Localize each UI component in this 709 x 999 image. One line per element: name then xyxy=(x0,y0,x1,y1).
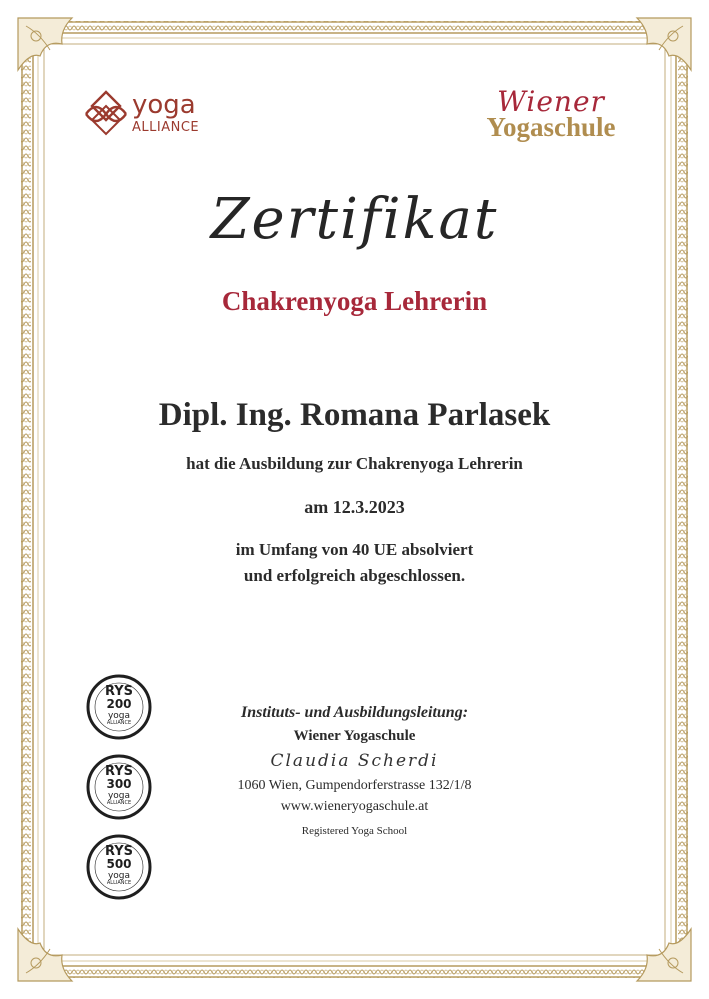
completion-line: hat die Ausbildung zur Chakrenyoga Lehrerin xyxy=(186,454,523,473)
rys-300-badge xyxy=(86,754,152,820)
badge-number: 500 xyxy=(106,857,132,871)
yoga-alliance-sub: ALLIANCE xyxy=(132,120,200,135)
address: 1060 Wien, Gumpendorferstrasse 132/1/8 xyxy=(237,778,472,793)
badge-alliance: ALLIANCE xyxy=(106,800,132,806)
rys-200-badge xyxy=(86,674,152,740)
badge-alliance: ALLIANCE xyxy=(106,880,132,886)
badge-yoga: yoga xyxy=(107,791,131,801)
recipient-name: Dipl. Ing. Romana Parlasek xyxy=(158,397,551,433)
lotus-knot-icon xyxy=(80,88,132,140)
badge-yoga: yoga xyxy=(107,871,131,881)
badge-rys: RYS xyxy=(104,684,134,699)
wiener-yogaschule-logo xyxy=(466,85,636,148)
certificate-title: Zertifikat xyxy=(210,187,499,252)
yoga-alliance-logo xyxy=(80,88,220,144)
badge-rys: RYS xyxy=(104,764,134,779)
wiener-yogaschule-top: Wiener xyxy=(497,85,605,118)
leitung-label: Instituts- und Ausbildungsleitung: xyxy=(240,704,469,721)
success-line: und erfolgreich abgeschlossen. xyxy=(243,566,466,585)
signature: Claudia Scherdi xyxy=(270,751,439,771)
institution-name: Wiener Yogaschule xyxy=(293,728,416,744)
badge-number: 300 xyxy=(106,777,132,791)
course-name: Chakrenyoga Lehrerin xyxy=(221,286,488,316)
badge-number: 200 xyxy=(106,697,132,711)
registered-school: Registered Yoga School xyxy=(301,825,408,837)
website: www.wieneryogaschule.at xyxy=(280,799,429,814)
wiener-yogaschule-bottom: Yogaschule xyxy=(486,112,616,142)
rys-500-badge xyxy=(86,834,152,900)
scope-line: im Umfang von 40 UE absolviert xyxy=(235,540,474,559)
badge-rys: RYS xyxy=(104,844,134,859)
badge-yoga: yoga xyxy=(107,711,131,721)
yoga-alliance-word: yoga xyxy=(132,90,196,120)
badge-alliance: ALLIANCE xyxy=(106,720,132,726)
completion-date: am 12.3.2023 xyxy=(304,497,405,517)
